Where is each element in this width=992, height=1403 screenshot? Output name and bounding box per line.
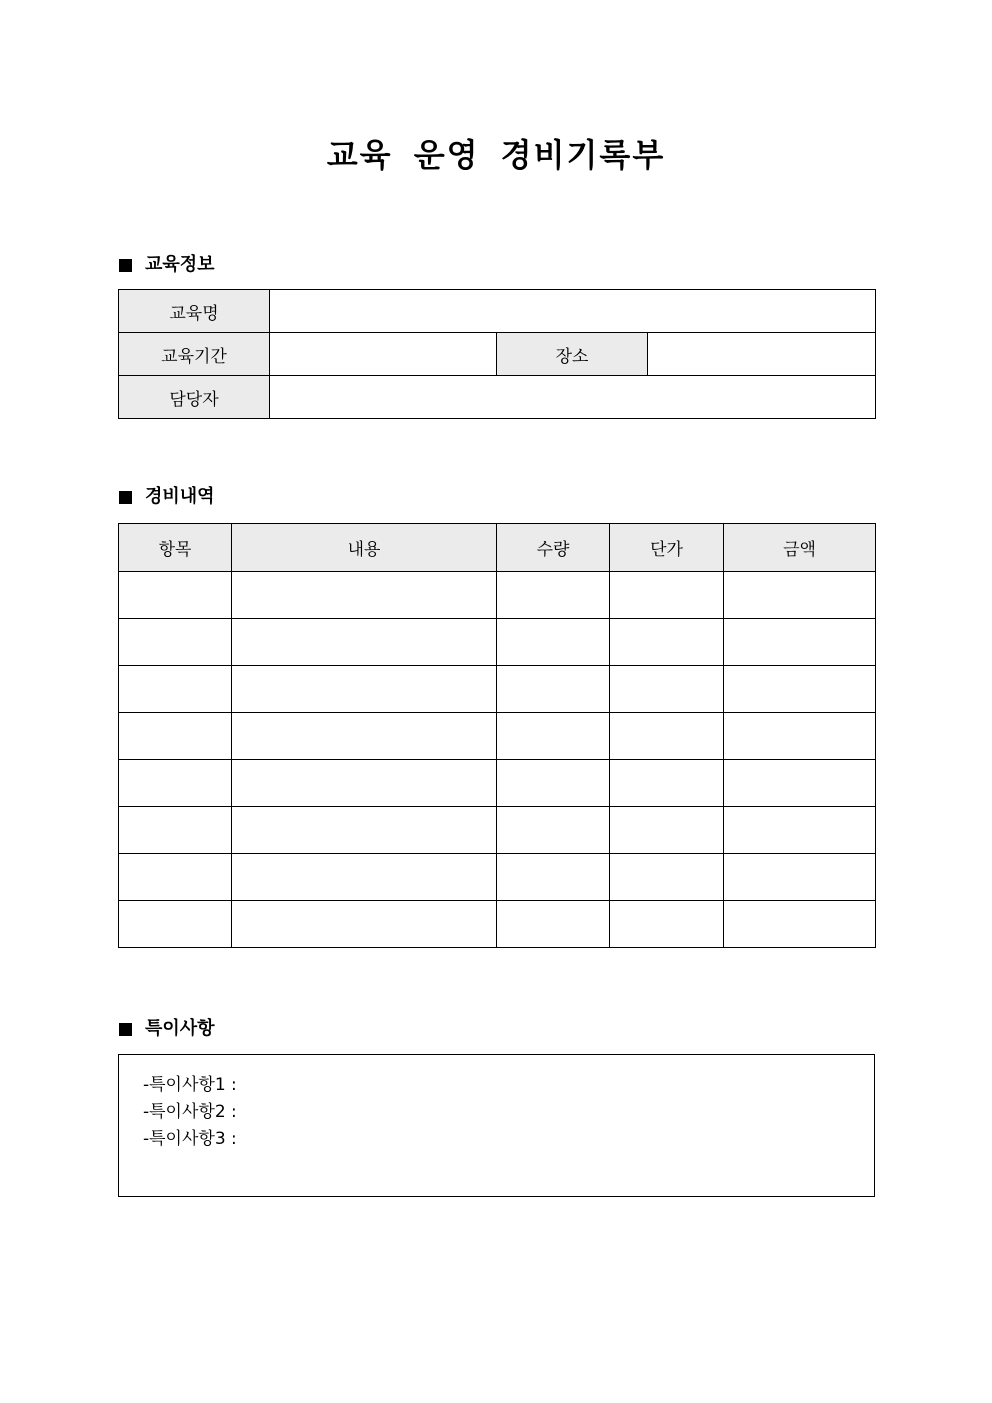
- table-row: [119, 713, 876, 760]
- cell-item[interactable]: [119, 760, 232, 807]
- cell-quantity[interactable]: [497, 854, 610, 901]
- expense-section-heading: [119, 485, 215, 509]
- note-line-2: -특이사항2 :: [143, 1102, 237, 1122]
- page-title: 교육 운영 경비기록부: [326, 136, 666, 174]
- cell-description[interactable]: [232, 854, 497, 901]
- cell-amount[interactable]: [724, 854, 876, 901]
- table-row: [119, 760, 876, 807]
- cell-amount[interactable]: [724, 619, 876, 666]
- cell-description[interactable]: [232, 666, 497, 713]
- cell-amount[interactable]: [724, 666, 876, 713]
- table-row: [119, 854, 876, 901]
- notes-box[interactable]: [118, 1054, 875, 1197]
- expense-body: [119, 572, 876, 948]
- cell-quantity[interactable]: [497, 807, 610, 854]
- period-label: 교육기간: [119, 333, 270, 376]
- column-header-item: 항목: [119, 524, 232, 572]
- square-bullet-icon: [119, 1023, 132, 1036]
- cell-item[interactable]: [119, 619, 232, 666]
- location-label: 장소: [497, 333, 648, 376]
- notes-section-title: 특이사항: [145, 1018, 215, 1039]
- cell-unit-price[interactable]: [610, 666, 724, 713]
- cell-item[interactable]: [119, 666, 232, 713]
- cell-quantity[interactable]: [497, 713, 610, 760]
- expense-table: [118, 523, 876, 948]
- notes-section-heading: [119, 1017, 215, 1041]
- cell-item[interactable]: [119, 901, 232, 948]
- cell-item[interactable]: [119, 807, 232, 854]
- table-row: [119, 572, 876, 619]
- cell-amount[interactable]: [724, 807, 876, 854]
- period-field[interactable]: [270, 333, 497, 376]
- cell-item[interactable]: [119, 854, 232, 901]
- cell-unit-price[interactable]: [610, 807, 724, 854]
- cell-quantity[interactable]: [497, 619, 610, 666]
- cell-description[interactable]: [232, 901, 497, 948]
- expense-header-row: [119, 524, 876, 572]
- table-row: [119, 666, 876, 713]
- column-header-description: 내용: [232, 524, 497, 572]
- cell-amount[interactable]: [724, 901, 876, 948]
- cell-description[interactable]: [232, 760, 497, 807]
- course-name-label: 교육명: [119, 290, 270, 333]
- cell-quantity[interactable]: [497, 666, 610, 713]
- cell-amount[interactable]: [724, 760, 876, 807]
- info-section-heading: [119, 253, 215, 277]
- square-bullet-icon: [119, 259, 132, 272]
- cell-quantity[interactable]: [497, 901, 610, 948]
- cell-quantity[interactable]: [497, 760, 610, 807]
- cell-unit-price[interactable]: [610, 619, 724, 666]
- cell-unit-price[interactable]: [610, 572, 724, 619]
- column-header-quantity: 수량: [497, 524, 610, 572]
- column-header-unit-price: 단가: [610, 524, 724, 572]
- cell-description[interactable]: [232, 619, 497, 666]
- info-section-title: 교육정보: [145, 254, 215, 275]
- location-field[interactable]: [648, 333, 876, 376]
- course-name-field[interactable]: [270, 290, 876, 333]
- cell-unit-price[interactable]: [610, 854, 724, 901]
- cell-description[interactable]: [232, 713, 497, 760]
- info-table: [118, 289, 876, 419]
- cell-item[interactable]: [119, 572, 232, 619]
- table-row: [119, 619, 876, 666]
- manager-label: 담당자: [119, 376, 270, 419]
- table-row: [119, 807, 876, 854]
- note-line-1: -특이사항1 :: [143, 1075, 237, 1095]
- cell-amount[interactable]: [724, 572, 876, 619]
- cell-item[interactable]: [119, 713, 232, 760]
- note-line-3: -특이사항3 :: [143, 1129, 237, 1149]
- table-row: [119, 901, 876, 948]
- info-row-period: [119, 333, 876, 376]
- cell-description[interactable]: [232, 572, 497, 619]
- info-row-manager: [119, 376, 876, 419]
- info-row-course-name: [119, 290, 876, 333]
- cell-unit-price[interactable]: [610, 901, 724, 948]
- expense-section-title: 경비내역: [145, 486, 215, 507]
- cell-description[interactable]: [232, 807, 497, 854]
- square-bullet-icon: [119, 491, 132, 504]
- cell-amount[interactable]: [724, 713, 876, 760]
- manager-field[interactable]: [270, 376, 876, 419]
- column-header-amount: 금액: [724, 524, 876, 572]
- cell-unit-price[interactable]: [610, 760, 724, 807]
- cell-unit-price[interactable]: [610, 713, 724, 760]
- cell-quantity[interactable]: [497, 572, 610, 619]
